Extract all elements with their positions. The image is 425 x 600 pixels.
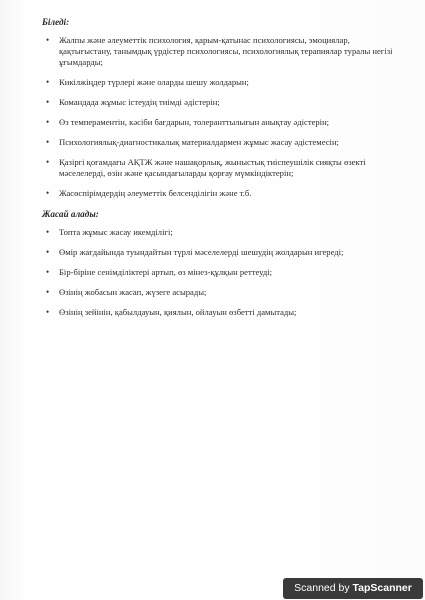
list-item-text: Өзінің жобасын жасап, жүзеге асырады;	[59, 287, 207, 297]
list-item	[42, 97, 404, 108]
knows-list	[42, 35, 404, 199]
list-item-text: Өзінің зейінін, қабылдауын, қиялын, ойлауын өзбетті дамытады;	[59, 307, 297, 317]
bullet-icon: •	[46, 287, 50, 297]
list-item	[42, 287, 404, 298]
list-item-text: Психологиялық-диагностикалық материалдармен жұмыс жасау әдістемесін;	[59, 137, 339, 147]
section-heading-can-do: Жасай алады:	[42, 209, 99, 219]
bullet-icon: •	[46, 267, 50, 277]
bullet-icon: •	[46, 188, 50, 198]
bullet-icon: •	[46, 307, 50, 317]
list-item-text: Жасөспірімдердің әлеуметтік белсенділігін және т.б.	[59, 188, 252, 198]
list-item-text: Жалпы және әлеуметтік психология, қарым-қатынас психологиясы, эмоциялар, қақтығыстану, танымдық үрдістер психологиясы, психологиялық терапиялар туралы негізі ұғымдарды;	[59, 35, 393, 67]
list-item	[42, 247, 404, 258]
bullet-icon: •	[46, 157, 50, 167]
bullet-icon: •	[46, 227, 50, 237]
bullet-icon: •	[46, 35, 50, 45]
list-item	[42, 307, 404, 318]
list-item-text: Бір-біріне сенімділіктері артып, өз мінез-құлқын реттеуді;	[59, 267, 272, 277]
bullet-icon: •	[46, 247, 50, 257]
list-item	[42, 137, 404, 148]
document-content	[42, 16, 404, 327]
list-item-text: Қазіргі қоғамдағы АҚТЖ және нашақорлық, жыныстық тиіспеушілік сияқты өзекті мәселелерді, өзін және қасындағыларды қорғау мүмкіндіктерін;	[59, 157, 366, 178]
list-item-text: Өз темпераментін, кәсіби бағдарын, толеранттылығын анықтау әдістерін;	[59, 117, 330, 127]
list-item-text: Өмір жағдайында туындайтын түрлі мәселелерді шешудің жолдарын игереді;	[59, 247, 344, 257]
list-item	[42, 117, 404, 128]
scanner-watermark-badge	[283, 578, 423, 599]
bullet-icon: •	[46, 117, 50, 127]
list-item	[42, 188, 404, 199]
bullet-icon: •	[46, 77, 50, 87]
list-item	[42, 77, 404, 88]
list-item-text: Командада жұмыс істеудің тиімді әдістерін;	[59, 97, 220, 107]
badge-brand: TapScanner	[352, 582, 412, 594]
list-item	[42, 157, 404, 179]
list-item	[42, 35, 404, 68]
bullet-icon: •	[46, 137, 50, 147]
list-item	[42, 227, 404, 238]
section-heading-knows: Біледі:	[42, 17, 70, 27]
list-item-text: Топта жұмыс жасау икемділігі;	[59, 227, 173, 237]
bullet-icon: •	[46, 97, 50, 107]
can-do-list	[42, 227, 404, 318]
badge-prefix: Scanned by	[294, 582, 353, 594]
list-item-text: Кикілжіңдер түрлері және оларды шешу жолдарын;	[59, 77, 249, 87]
list-item	[42, 267, 404, 278]
